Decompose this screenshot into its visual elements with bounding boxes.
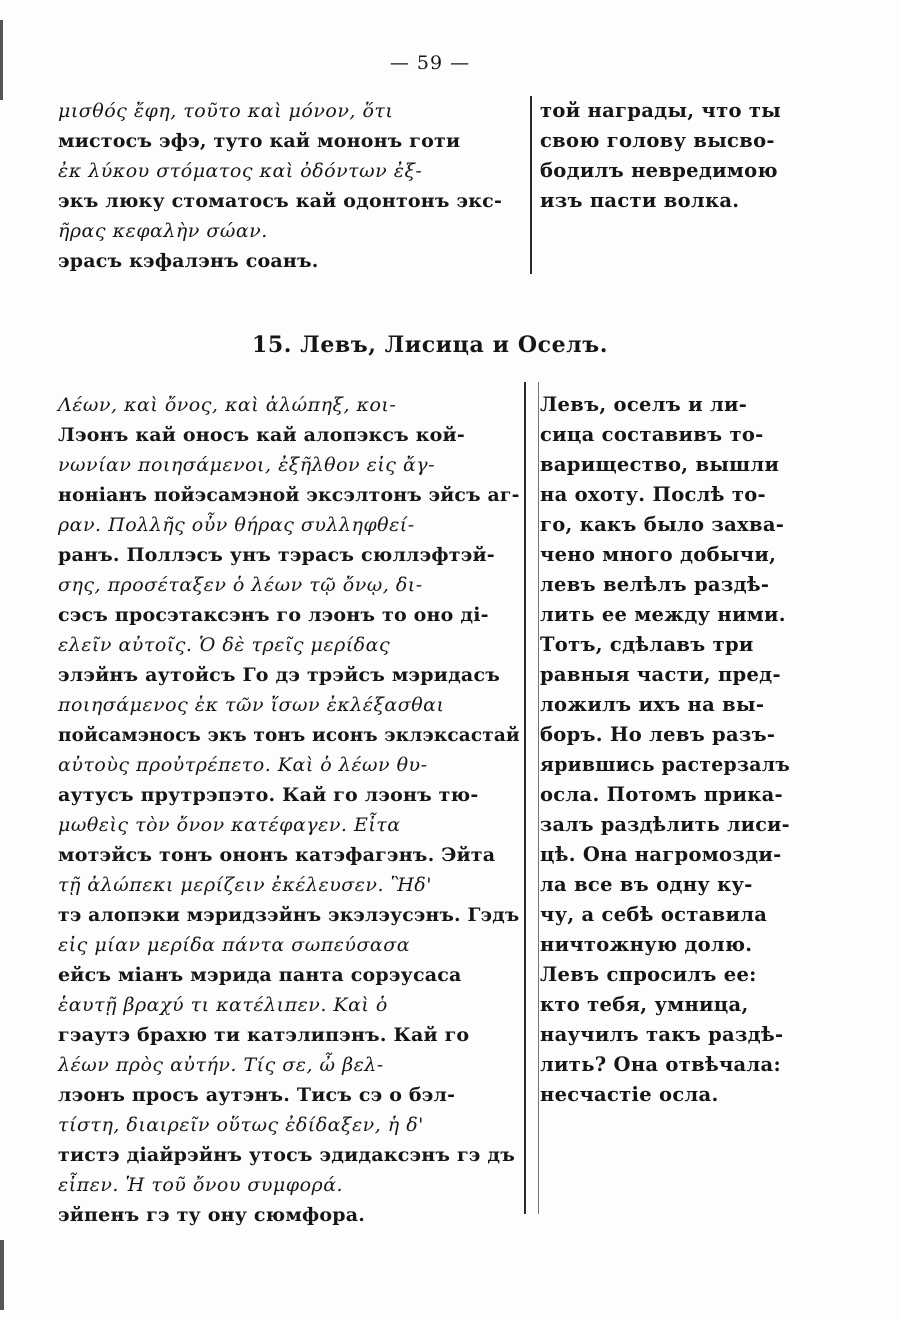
fable-translit-line: мотэйсъ тонъ ононъ катэфагэнъ. Эйта [58, 844, 496, 866]
fable-russian-line: несчастіе осла. [540, 1083, 719, 1106]
top-greek-line: ἐκ λύκου στόματος καὶ ὀδόντων ἐξ- [58, 160, 423, 182]
fable-translit-line: тистэ діайрэйнъ утосъ эдидаксэнъ гэ дъ [58, 1144, 516, 1166]
top-greek-column [58, 96, 520, 276]
fable-translit-line: гэаутэ брахю ти катэлипэнъ. Кай го [58, 1024, 470, 1046]
fable-greek-line: αὐτοὺς προὐτρέπετο. Καὶ ὁ λέων θυ- [58, 754, 428, 776]
column-divider-fable [524, 382, 526, 1214]
fable-translit-line: Лэонъ кай оносъ кай алопэксъ кой- [58, 424, 465, 446]
fable-russian-line: лить ее между ними. [540, 603, 786, 626]
fable-greek-line: τῇ ἀλώπεκι μερίζειν ἐκέλευσεν. Ἣδ' [58, 874, 432, 896]
fable-russian-line: варищество, вышли [540, 453, 780, 476]
fable-greek-line: σης, προσέταξεν ὁ λέων τῷ ὄνῳ, δι- [58, 574, 423, 596]
top-russian-line: бодилъ невредимою [540, 159, 778, 182]
fable-russian-line: Тотъ, сдѣлавъ три [540, 633, 754, 656]
top-russian-column [540, 96, 790, 216]
fable-russian-line: ярившись растерзалъ [540, 753, 791, 776]
top-translit-line: мистосъ эфэ, туто кай мононъ готи [58, 130, 461, 152]
fable-russian-line: кто тебя, умница, [540, 993, 749, 1016]
fable-russian-column [540, 390, 790, 1110]
fable-russian-line: ничтожную долю. [540, 933, 753, 956]
fable-russian-line: научилъ такъ раздѣ- [540, 1023, 784, 1046]
fable-greek-line: εἶπεν. Ἡ τοῦ ὄνου συμφορά. [58, 1174, 344, 1196]
fable-russian-line: осла. Потомъ прика- [540, 783, 783, 806]
fable-translit-line: ранъ. Поллэсъ унъ тэрасъ сюллэфтэй- [58, 544, 495, 566]
fable-russian-line: залъ раздѣлить лиси- [540, 813, 790, 836]
fable-translit-line: ноніанъ пойэсамэной эксэлтонъ эйсъ аг- [58, 484, 520, 506]
top-russian-line: той награды, что ты [540, 99, 782, 122]
fable-translit-line: тэ алопэки мэридзэйнъ экэлэусэнъ. Гэдъ [58, 904, 520, 926]
binding-edge-mark [0, 1240, 4, 1310]
fable-translit-line: сэсъ просэтаксэнъ го лэонъ то оно ді- [58, 604, 489, 626]
binding-edge-mark [0, 20, 3, 100]
fable-russian-line: Левъ спросилъ ее: [540, 963, 757, 986]
fable-russian-line: боръ. Но левъ разъ- [540, 723, 776, 746]
fable-russian-line: сица составивъ то- [540, 423, 764, 446]
fable-greek-line: ποιησάμενος ἐκ τῶν ἴσων ἐκλέξασθαι [58, 694, 445, 716]
fable-translit-line: пойсамэносъ экъ тонъ исонъ эклэксастай [58, 724, 520, 746]
fable-greek-line: Λέων, καὶ ὄνος, καὶ ἀλώπηξ, κοι- [58, 394, 397, 416]
fable-translit-line: эйпенъ гэ ту ону сюмфора. [58, 1204, 366, 1226]
fable-russian-line: Левъ, оселъ и ли- [540, 393, 748, 416]
fable-greek-line: ραν. Πολλῆς οὖν θήρας συλληφθεί- [58, 514, 415, 536]
fable-greek-line: ἑαυτῇ βραχύ τι κατέλιπεν. Καὶ ὁ [58, 994, 388, 1016]
fable-russian-line: цѣ. Она нагромозди- [540, 843, 782, 866]
column-divider-top [530, 96, 532, 274]
fable-greek-line: εἰς μίαν μερίδα πάντα σωπεύσασα [58, 934, 411, 956]
fable-russian-line: равныя части, пред- [540, 663, 781, 686]
top-translit-line: эрасъ кэфалэнъ соанъ. [58, 250, 319, 272]
top-greek-line: ῆρας κεφαλὴν σώαν. [58, 220, 268, 242]
fable-greek-line: λέων πρὸς αὐτήν. Τίς σε, ὦ βελ- [58, 1054, 384, 1076]
fable-greek-line: ελεῖν αὐτοῖς. Ὁ δὲ τρεῖς μερίδας [58, 634, 391, 656]
fable-russian-line: левъ велѣлъ раздѣ- [540, 573, 770, 596]
fable-greek-line: τίστη, διαιρεῖν οὕτως ἐδίδαξεν, ἡ δ' [58, 1114, 424, 1136]
fable-russian-line: го, какъ было захва- [540, 513, 785, 536]
top-greek-line: μισθός ἔφη, τοῦτο καὶ μόνον, ὅτι [58, 100, 394, 122]
column-divider-right [538, 382, 539, 1214]
fable-russian-line: лить? Она отвѣчала: [540, 1053, 781, 1076]
fable-translit-line: элэйнъ аутойсъ Го дэ трэйсъ мэридасъ [58, 664, 500, 686]
fable-russian-line: ла все въ одну ку- [540, 873, 753, 896]
top-russian-line: изъ пасти волка. [540, 189, 740, 212]
fable-greek-line: νωνίαν ποιησάμενοι, ἐξῆλθον εἰς ἄγ- [58, 454, 436, 476]
fable-russian-line: на охоту. Послѣ то- [540, 483, 766, 506]
top-translit-line: экъ люку стоматосъ кай одонтонъ экс- [58, 190, 503, 212]
fable-russian-line: чено много добычи, [540, 543, 777, 566]
fable-translit-line: аутусъ прутрэпэто. Кай го лэонъ тю- [58, 784, 479, 806]
fable-russian-line: чу, а себѣ оставила [540, 903, 768, 926]
fable-translit-line: ейсъ міанъ мэрида панта сорэусаса [58, 964, 462, 986]
fable-greek-column [58, 390, 520, 1230]
fable-russian-line: ложилъ ихъ на вы- [540, 693, 765, 716]
top-russian-line: свою голову высво- [540, 129, 775, 152]
section-title: 15. Левъ, Лисица и Оселъ. [251, 332, 609, 358]
page-number: — 59 — [389, 52, 471, 74]
fable-translit-line: лэонъ просъ аутэнъ. Тисъ сэ о бэл- [58, 1084, 456, 1106]
fable-greek-line: μωθεὶς τὸν ὄνον κατέφαγεν. Εἶτα [58, 814, 401, 836]
